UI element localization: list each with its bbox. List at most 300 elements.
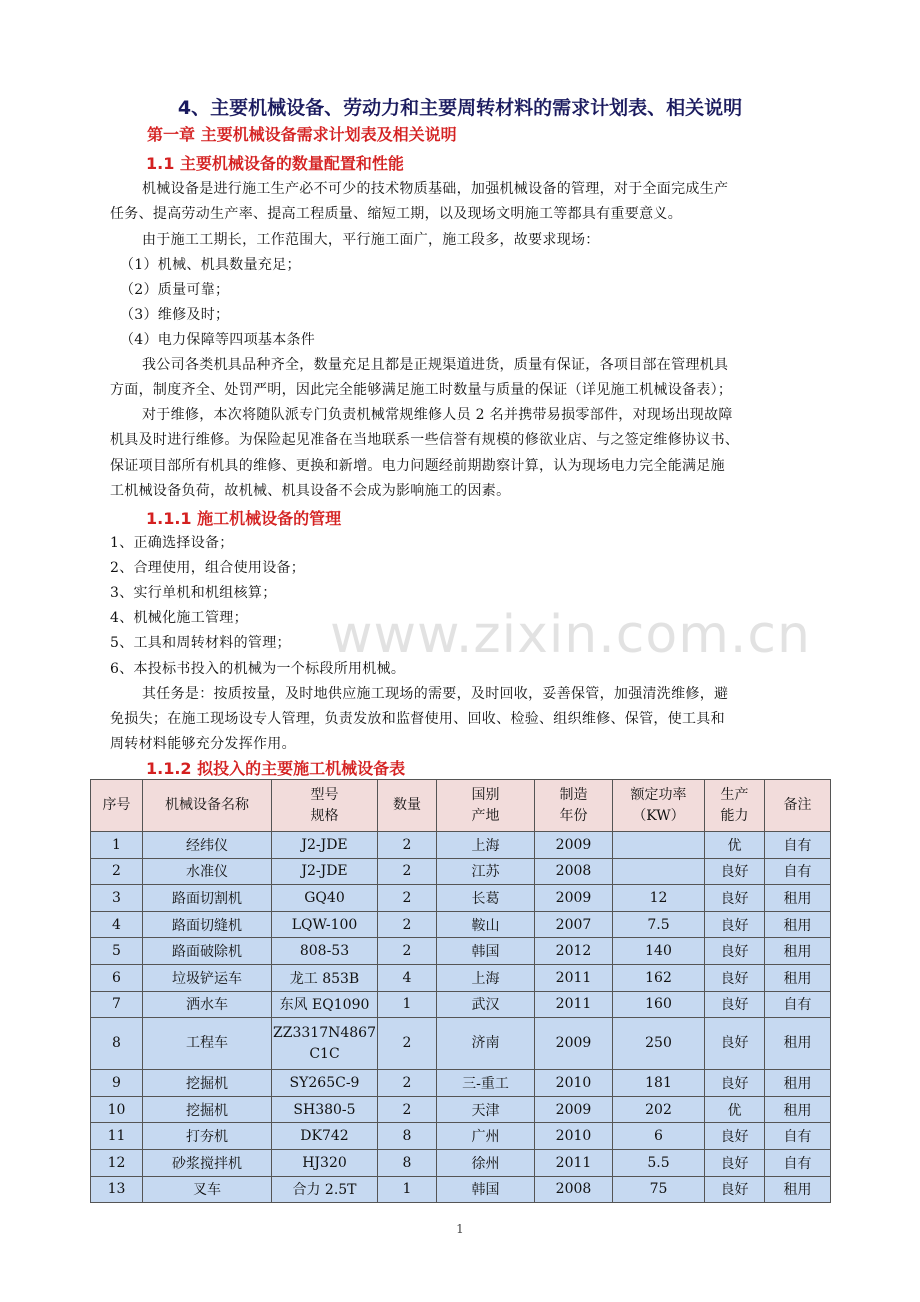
table-cell-origin [437, 1018, 535, 1070]
cell-text: 2009 [555, 836, 592, 853]
cell-text: J2-JDE [301, 836, 348, 853]
cell-text: 5.5 [647, 1154, 670, 1171]
table-cell-capacity [705, 1096, 765, 1123]
cell-text: 2 [402, 943, 412, 960]
cell-text: SY265C-9 [289, 1074, 360, 1091]
table-cell-model [272, 991, 378, 1018]
header-label-line2: （KW） [632, 807, 685, 824]
table-cell-origin [437, 938, 535, 965]
cell-text: 10 [107, 1101, 126, 1118]
table-cell-origin [437, 1176, 535, 1203]
table-header-cell [378, 780, 437, 832]
cell-text: 良好 [720, 1129, 749, 1146]
table-cell-power [613, 1070, 705, 1097]
table-cell-power [613, 1149, 705, 1176]
cell-text: 良好 [720, 917, 749, 934]
table-header-cell [535, 780, 613, 832]
cell-text: 挖掘机 [186, 1102, 228, 1119]
paragraph-line: 其任务是：按质按量，及时地供应施工现场的需要，及时回收，妥善保管，加强清洗维修，避 [142, 686, 729, 702]
management-item: 4、机械化施工管理； [110, 610, 248, 626]
cell-text: 2011 [555, 996, 592, 1013]
section-heading-1-1-1: 1.1.1 施工机械设备的管理 [146, 509, 342, 528]
table-cell-name [143, 1149, 272, 1176]
table-cell-name [143, 964, 272, 991]
table-cell-model [272, 911, 378, 938]
table-cell-note [765, 885, 831, 912]
cell-text: 2011 [555, 969, 592, 986]
cell-text: 7 [112, 996, 121, 1013]
section-heading-1-1: 1.1 主要机械设备的数量配置和性能 [146, 154, 404, 173]
cell-text: 租用 [783, 944, 812, 961]
header-label: 生产 [720, 786, 749, 803]
table-cell-name [143, 885, 272, 912]
table-cell-no [91, 938, 143, 965]
table-cell-power [613, 1018, 705, 1070]
table-row [91, 1123, 831, 1150]
header-label-line2: 产地 [471, 807, 500, 824]
cell-text: 东风 EQ1090 [279, 997, 370, 1014]
table-cell-name [143, 938, 272, 965]
requirement-item: （3）维修及时； [120, 307, 230, 323]
table-cell-capacity [705, 1149, 765, 1176]
table-cell-capacity [705, 938, 765, 965]
table-cell-note [765, 1018, 831, 1070]
table-cell-model [272, 1123, 378, 1150]
table-cell-model [272, 832, 378, 859]
requirement-item: （2）质量可靠； [120, 282, 230, 298]
cell-text: 江苏 [471, 864, 500, 881]
cell-text: 2010 [555, 1128, 592, 1145]
table-cell-qty [378, 885, 437, 912]
table-cell-capacity [705, 911, 765, 938]
header-label: 机械设备名称 [165, 797, 249, 813]
cell-text: 路面切缝机 [172, 917, 242, 934]
paragraph-line: 我公司各类机具品种齐全，数量充足且都是正规渠道进货，质量有保证，各项目部在管理机具 [142, 357, 729, 373]
cell-text: 11 [107, 1128, 126, 1145]
table-cell-origin [437, 991, 535, 1018]
cell-text: 洒水车 [186, 997, 228, 1014]
cell-text: 良好 [720, 970, 749, 987]
cell-text: 2 [402, 916, 412, 933]
cell-text: 162 [645, 969, 672, 986]
cell-text: 良好 [720, 1075, 749, 1092]
cell-text: 合力 2.5T [292, 1182, 357, 1199]
header-label: 数量 [393, 797, 421, 813]
cell-text: 6 [654, 1128, 663, 1145]
paragraph-line: 方面，制度齐全、处罚严明，因此完全能够满足施工时数量与质量的保证（详见施工机械设备表）； [110, 382, 733, 398]
cell-text: 2 [402, 1101, 412, 1118]
table-cell-qty [378, 991, 437, 1018]
table-cell-year [535, 1123, 613, 1150]
requirement-item: （1）机械、机具数量充足； [120, 257, 301, 273]
table-cell-note [765, 1096, 831, 1123]
table-row [91, 1018, 831, 1070]
table-row [91, 964, 831, 991]
table-cell-model [272, 1018, 378, 1070]
table-cell-capacity [705, 1018, 765, 1070]
cell-text: 202 [645, 1101, 672, 1118]
cell-text: 6 [112, 969, 121, 986]
table-cell-note [765, 1176, 831, 1203]
cell-text: 250 [645, 1035, 672, 1052]
cell-text: 2010 [555, 1074, 592, 1091]
cell-text: 租用 [783, 1182, 812, 1199]
cell-text: 砂浆搅拌机 [172, 1155, 242, 1172]
cell-text: 良好 [720, 1155, 749, 1172]
table-header-cell [613, 780, 705, 832]
management-item: 2、合理使用，组合使用设备； [110, 560, 306, 576]
cell-text: 2009 [555, 1101, 592, 1118]
table-cell-qty [378, 1096, 437, 1123]
table-cell-no [91, 1123, 143, 1150]
table-cell-power [613, 911, 705, 938]
table-cell-origin [437, 911, 535, 938]
cell-text: 2 [402, 863, 412, 880]
table-cell-no [91, 964, 143, 991]
cell-text: 2 [402, 1074, 412, 1091]
management-item: 5、工具和周转材料的管理； [110, 635, 291, 651]
table-cell-note [765, 911, 831, 938]
cell-text: 160 [645, 996, 672, 1013]
cell-text: 天津 [471, 1102, 500, 1119]
cell-text: 2009 [555, 1035, 592, 1052]
table-cell-origin [437, 964, 535, 991]
cell-text: 路面破除机 [172, 944, 242, 961]
table-cell-qty [378, 1070, 437, 1097]
header-label: 额定功率 [630, 786, 687, 803]
cell-text: 4 [402, 969, 412, 986]
table-header-cell [765, 780, 831, 832]
cell-text: 租用 [783, 917, 812, 934]
table-cell-note [765, 964, 831, 991]
cell-text: DK742 [300, 1128, 349, 1145]
cell-text: 2007 [555, 916, 592, 933]
section-heading-1-1-2: 1.1.2 拟投入的主要施工机械设备表 [146, 759, 406, 778]
cell-text: 2008 [555, 1181, 592, 1198]
header-label-line2: 规格 [310, 807, 339, 824]
table-row [91, 1096, 831, 1123]
table-cell-no [91, 885, 143, 912]
cell-text: 75 [649, 1181, 668, 1198]
table-cell-name [143, 1123, 272, 1150]
cell-text: 181 [645, 1074, 672, 1091]
cell-text: LQW-100 [291, 916, 358, 933]
paragraph-line: 机械设备是进行施工生产必不可少的技术物质基础，加强机械设备的管理，对于全面完成生产 [142, 181, 729, 197]
table-cell-qty [378, 964, 437, 991]
cell-text: 路面切割机 [172, 890, 242, 907]
cell-text: 良好 [720, 944, 749, 961]
cell-text: ZZ3317N4867 [273, 1024, 376, 1041]
cell-text: 韩国 [471, 944, 500, 961]
cell-text: 9 [112, 1074, 121, 1091]
table-cell-power [613, 832, 705, 859]
table-cell-no [91, 858, 143, 885]
table-cell-year [535, 1149, 613, 1176]
table-cell-capacity [705, 1070, 765, 1097]
table-cell-power [613, 964, 705, 991]
cell-text: 垃圾铲运车 [172, 970, 242, 987]
table-cell-qty [378, 858, 437, 885]
table-cell-power [613, 1096, 705, 1123]
table-cell-capacity [705, 885, 765, 912]
table-cell-power [613, 885, 705, 912]
table-row [91, 885, 831, 912]
cell-text: 三-重工 [462, 1075, 509, 1092]
paragraph-line: 周转材料能够充分发挥作用。 [110, 736, 296, 752]
cell-text: 良好 [720, 864, 749, 881]
table-cell-qty [378, 832, 437, 859]
paragraph-line: 保证项目部所有机具的维修、更换和新增。电力问题经前期勘察计算，认为现场电力完全能满足施 [110, 458, 725, 474]
table-cell-qty [378, 1176, 437, 1203]
equipment-table [90, 779, 831, 1203]
table-cell-name [143, 991, 272, 1018]
table-cell-name [143, 1070, 272, 1097]
table-cell-year [535, 1096, 613, 1123]
table-header-row [91, 780, 831, 832]
table-cell-year [535, 832, 613, 859]
chapter-heading: 第一章 主要机械设备需求计划表及相关说明 [147, 125, 457, 144]
table-cell-capacity [705, 858, 765, 885]
table-cell-qty [378, 911, 437, 938]
header-label: 国别 [471, 786, 500, 803]
table-cell-no [91, 832, 143, 859]
cell-text: 优 [727, 837, 742, 854]
table-header-cell [272, 780, 378, 832]
cell-text: GQ40 [304, 889, 345, 906]
cell-text: 8 [402, 1128, 412, 1145]
cell-text: 良好 [720, 1182, 749, 1199]
table-cell-model [272, 1176, 378, 1203]
table-row [91, 938, 831, 965]
table-cell-capacity [705, 1123, 765, 1150]
table-row [91, 991, 831, 1018]
table-row [91, 1070, 831, 1097]
cell-text: 自有 [783, 1155, 812, 1172]
paragraph-line: 免损失；在施工现场设专人管理，负责发放和监督使用、回收、检验、组织维修、保管，使工具和 [110, 711, 725, 727]
table-cell-origin [437, 885, 535, 912]
table-cell-model [272, 858, 378, 885]
table-cell-year [535, 1018, 613, 1070]
cell-text: 上海 [471, 837, 500, 854]
table-cell-name [143, 911, 272, 938]
cell-text: 叉车 [193, 1182, 221, 1199]
table-cell-model [272, 1096, 378, 1123]
cell-text: 租用 [783, 890, 812, 907]
table-cell-no [91, 911, 143, 938]
cell-text: 7.5 [647, 916, 670, 933]
cell-text: 龙工 853B [289, 970, 360, 987]
table-cell-origin [437, 1123, 535, 1150]
paragraph-line: 任务、提高劳动生产率、提高工程质量、缩短工期，以及现场文明施工等都具有重要意义。 [110, 206, 682, 222]
table-cell-name [143, 1018, 272, 1070]
paragraph-line: 对于维修，本次将随队派专门负责机械常规维修人员 2 名并携带易损零部件，对现场出现故障 [142, 407, 733, 423]
table-cell-note [765, 832, 831, 859]
cell-text: 13 [107, 1181, 126, 1198]
table-cell-name [143, 858, 272, 885]
table-cell-year [535, 885, 613, 912]
cell-text: 1 [112, 836, 121, 853]
cell-text: 8 [402, 1154, 412, 1171]
cell-text: 工程车 [186, 1035, 228, 1052]
table-cell-note [765, 1123, 831, 1150]
management-item: 1、正确选择设备； [110, 535, 234, 551]
table-cell-origin [437, 1070, 535, 1097]
cell-text: 租用 [783, 1035, 812, 1052]
cell-text: 水准仪 [186, 864, 228, 881]
cell-text: 5 [112, 943, 121, 960]
cell-text: 140 [645, 943, 672, 960]
cell-text: 2 [112, 863, 121, 880]
cell-text: 徐州 [471, 1155, 500, 1172]
cell-text: 经纬仪 [186, 837, 228, 854]
cell-text: 挖掘机 [186, 1075, 228, 1092]
table-row [91, 1176, 831, 1203]
watermark: www.zixin.com.cn [330, 605, 811, 665]
cell-text: 自有 [783, 864, 812, 881]
cell-text: 2012 [555, 943, 592, 960]
table-header-cell [91, 780, 143, 832]
paragraph-line: 机具及时进行维修。为保险起见准备在当地联系一些信誉有规模的修欲业店、与之签定维修协议书、 [110, 432, 740, 448]
table-cell-qty [378, 938, 437, 965]
cell-text: 自有 [783, 1129, 812, 1146]
management-item: 3、实行单机和机组核算； [110, 585, 277, 601]
cell-text: 韩国 [471, 1182, 500, 1199]
table-cell-name [143, 1096, 272, 1123]
table-cell-model [272, 938, 378, 965]
table-cell-year [535, 964, 613, 991]
table-cell-capacity [705, 832, 765, 859]
cell-text: 打夯机 [186, 1129, 228, 1146]
cell-text: 1 [402, 996, 412, 1013]
cell-text: SH380-5 [293, 1101, 356, 1118]
table-cell-model [272, 964, 378, 991]
table-cell-origin [437, 1096, 535, 1123]
table-cell-capacity [705, 964, 765, 991]
cell-text: 优 [727, 1102, 742, 1119]
cell-text: 2 [402, 836, 412, 853]
requirement-item: （4）电力保障等四项基本条件 [120, 332, 316, 348]
table-cell-model [272, 1149, 378, 1176]
paragraph-line: 工机械设备负荷，故机械、机具设备不会成为影响施工的因素。 [110, 483, 511, 499]
header-label-line2: 年份 [559, 807, 588, 824]
cell-text: 广州 [471, 1129, 500, 1146]
table-cell-model [272, 1070, 378, 1097]
table-cell-no [91, 1070, 143, 1097]
table-cell-no [91, 1096, 143, 1123]
document-title: 4、主要机械设备、劳动力和主要周转材料的需求计划表、相关说明 [177, 97, 743, 119]
table-row [91, 832, 831, 859]
table-cell-year [535, 858, 613, 885]
table-cell-power [613, 1123, 705, 1150]
cell-text: 租用 [783, 970, 812, 987]
cell-text: J2-JDE [301, 863, 348, 880]
cell-text: 4 [112, 916, 121, 933]
table-header-cell [437, 780, 535, 832]
table-cell-model [272, 885, 378, 912]
table-cell-power [613, 1176, 705, 1203]
table-cell-note [765, 991, 831, 1018]
page-number: 1 [456, 1222, 464, 1236]
table-cell-year [535, 1070, 613, 1097]
table-cell-origin [437, 1149, 535, 1176]
table-cell-qty [378, 1149, 437, 1176]
table-cell-year [535, 991, 613, 1018]
cell-text-line2: C1C [309, 1045, 340, 1062]
table-cell-year [535, 911, 613, 938]
cell-text: 长葛 [471, 890, 500, 907]
cell-text: 3 [112, 889, 121, 906]
header-label: 序号 [102, 797, 131, 813]
cell-text: 2 [402, 1035, 412, 1052]
cell-text: 808-53 [299, 943, 350, 960]
cell-text: 济南 [471, 1035, 500, 1052]
table-cell-origin [437, 858, 535, 885]
table-header-cell [705, 780, 765, 832]
table-header-cell [143, 780, 272, 832]
table-cell-year [535, 938, 613, 965]
header-label: 备注 [783, 797, 812, 813]
table-cell-qty [378, 1018, 437, 1070]
cell-text: 武汉 [471, 997, 500, 1014]
cell-text: 2009 [555, 889, 592, 906]
cell-text: 自有 [783, 997, 812, 1014]
cell-text: 租用 [783, 1102, 812, 1119]
cell-text: 12 [107, 1154, 126, 1171]
management-item: 6、本投标书投入的机械为一个标段所用机械。 [110, 661, 406, 677]
cell-text: 良好 [720, 997, 749, 1014]
table-cell-no [91, 1176, 143, 1203]
cell-text: 租用 [783, 1075, 812, 1092]
table-cell-year [535, 1176, 613, 1203]
table-cell-note [765, 1149, 831, 1176]
table-cell-origin [437, 832, 535, 859]
cell-text: 8 [112, 1035, 121, 1052]
paragraph-line: 由于施工工期长，工作范围大，平行施工面广，施工段多，故要求现场： [142, 232, 600, 248]
table-cell-name [143, 1176, 272, 1203]
cell-text: 鞍山 [471, 917, 500, 934]
table-cell-note [765, 1070, 831, 1097]
cell-text: 上海 [471, 970, 500, 987]
table-cell-name [143, 832, 272, 859]
table-cell-note [765, 858, 831, 885]
cell-text: HJ320 [302, 1154, 347, 1171]
cell-text: 良好 [720, 1035, 749, 1052]
cell-text: 良好 [720, 890, 749, 907]
table-cell-power [613, 938, 705, 965]
header-label: 制造 [559, 786, 588, 803]
header-label: 型号 [310, 786, 339, 803]
table-cell-qty [378, 1123, 437, 1150]
table-cell-power [613, 858, 705, 885]
table-cell-capacity [705, 991, 765, 1018]
table-cell-capacity [705, 1176, 765, 1203]
table-row [91, 858, 831, 885]
table-cell-no [91, 1149, 143, 1176]
table-row [91, 1149, 831, 1176]
cell-text: 2008 [555, 863, 592, 880]
cell-text: 2 [402, 889, 412, 906]
cell-text: 12 [649, 889, 668, 906]
table-cell-no [91, 991, 143, 1018]
cell-text: 2011 [555, 1154, 592, 1171]
cell-text: 自有 [783, 837, 812, 854]
header-label-line2: 能力 [720, 807, 749, 824]
table-cell-note [765, 938, 831, 965]
table-row [91, 911, 831, 938]
table-cell-power [613, 991, 705, 1018]
cell-text: 1 [402, 1181, 412, 1198]
table-cell-no [91, 1018, 143, 1070]
